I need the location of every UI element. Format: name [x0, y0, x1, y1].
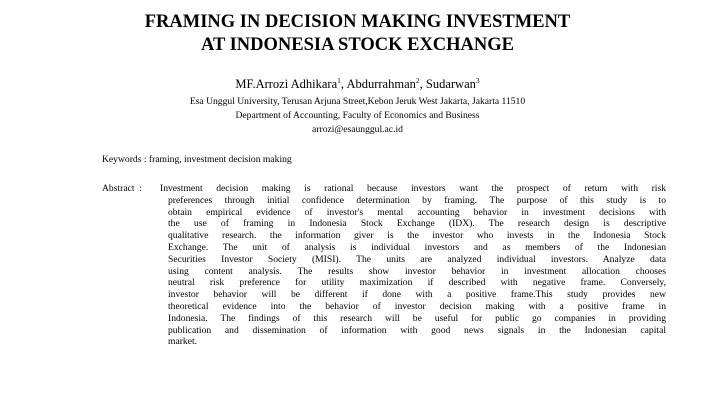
author-affiliation-marker: 1	[337, 76, 341, 85]
affiliation-department: Department of Accounting, Faculty of Economics and Business	[235, 110, 480, 121]
abstract-line: investor behavior will be different if done with a positive frame.This study provides new	[168, 289, 666, 301]
author-email: arrozi@esaunggul.ac.id	[312, 124, 403, 135]
author-separator: ,	[340, 77, 347, 91]
paper-title-line-2: AT INDONESIA STOCK EXCHANGE	[200, 35, 515, 55]
abstract-line: theoretical evidence into the behavior of investor decision making with a positive frame in	[168, 300, 666, 312]
paper-title-line-1: FRAMING IN DECISION MAKING INVESTMENT	[144, 12, 571, 32]
abstract-line: Investment decision making is rational because investors want the prospect of return with risk	[160, 183, 666, 194]
abstract-text	[160, 183, 666, 348]
affiliation-address: Esa Unggul University, Terusan Arjuna Street,Kebon Jeruk West Jakarta, Jakarta 11510	[189, 96, 526, 107]
author-affiliation-marker: 3	[475, 76, 480, 85]
author-name: Sudarwan	[425, 77, 476, 91]
abstract-line: neutral risk preference for utility maximization if described with negative frame. Conversely,	[168, 277, 666, 289]
abstract-line: using content analysis. The results show investor behavior in investment allocation chooses	[168, 265, 666, 277]
abstract-line: publication and dissemination of information with good news signals in the Indonesian capital	[168, 324, 666, 336]
abstract-label: Abstract :	[102, 183, 142, 194]
abstract-line: Exchange. The unit of analysis is individual investors and as members of the Indonesian	[168, 241, 666, 253]
abstract-line: the use of framing in Indonesia Stock Exchange (IDX). The research design is descriptive	[168, 218, 666, 230]
abstract-line: Indonesia. The findings of this research will be useful for public go companies in providing	[168, 312, 666, 324]
abstract-line: obtain empirical evidence of investor's mental accounting behavior in investment decisions with	[168, 206, 666, 218]
abstract-line: market.	[168, 336, 198, 348]
abstract-line: Securities Investor Society (MISI). The units are analyzed individual investors. Analyze data	[168, 253, 666, 265]
author-name: MF.Arrozi Adhikara	[235, 77, 338, 91]
abstract-line: preferences through initial confidence determination by framing. The purpose of this study is to	[168, 194, 666, 206]
author-list	[0, 77, 715, 91]
keywords-line: Keywords : framing, investment decision making	[102, 154, 292, 165]
author-separator: ,	[419, 77, 426, 91]
author-affiliation-marker: 2	[415, 76, 420, 85]
author-name: Abdurrahman	[346, 77, 416, 91]
abstract-line: qualitative research. the information giver is the investor who invests in the Indonesia Stock	[168, 230, 666, 242]
